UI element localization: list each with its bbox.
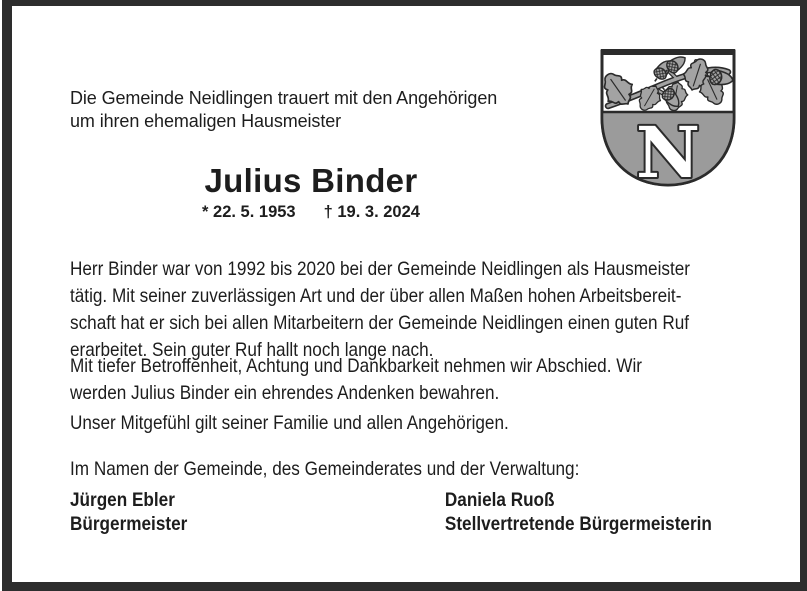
obituary-paragraph (70, 256, 690, 364)
paragraph-line: schaft hat er sich bei allen Mitarbeitern der Gemeinde Neidlingen einen guten Ruf (70, 312, 690, 334)
paragraph-line: Mit tiefer Betroffenheit, Achtung und Dankbarkeit nehmen wir Abschied. Wir (70, 355, 642, 377)
paragraph-line: werden Julius Binder ein ehrendes Andenken bewahren. (70, 382, 500, 404)
deceased-name: Julius Binder (204, 162, 418, 199)
signatory-name: Jürgen Ebler (70, 489, 175, 511)
birth-date: * 22. 5. 1953 (202, 203, 296, 221)
signatory-title: Bürgermeister (70, 513, 188, 535)
intro-line-1: Die Gemeinde Neidlingen trauert mit den Angehörigen (70, 88, 498, 108)
obituary-paragraph (70, 353, 642, 407)
paragraph-line: erarbeitet. Sein guter Ruf hallt noch lange nach. (70, 339, 434, 361)
closing-line: Im Namen der Gemeinde, des Gemeinderates und der Verwaltung: (70, 458, 580, 480)
paragraph-line: tätig. Mit seiner zuverlässigen Art und der über allen Maßen hohen Arbeitsbereit- (70, 285, 682, 307)
coat-of-arms (598, 46, 738, 190)
death-date: † 19. 3. 2024 (323, 203, 420, 221)
shield-letter-n: N (636, 111, 700, 190)
signatory-title: Stellvertretende Bürgermeisterin (444, 513, 712, 535)
paragraph-line: Unser Mitgefühl gilt seiner Familie und allen Angehörigen. (70, 412, 509, 434)
signatory-name: Daniela Ruoß (444, 489, 555, 511)
signatory-left (70, 488, 187, 536)
obituary-paragraph (70, 410, 509, 437)
shield-top-border (601, 49, 735, 55)
paragraph-line: Herr Binder war von 1992 bis 2020 bei der Gemeinde Neidlingen als Hausmeister (70, 258, 691, 280)
intro-line-2: um ihren ehemaligen Hausmeister (70, 111, 342, 131)
signatory-right (445, 488, 712, 536)
